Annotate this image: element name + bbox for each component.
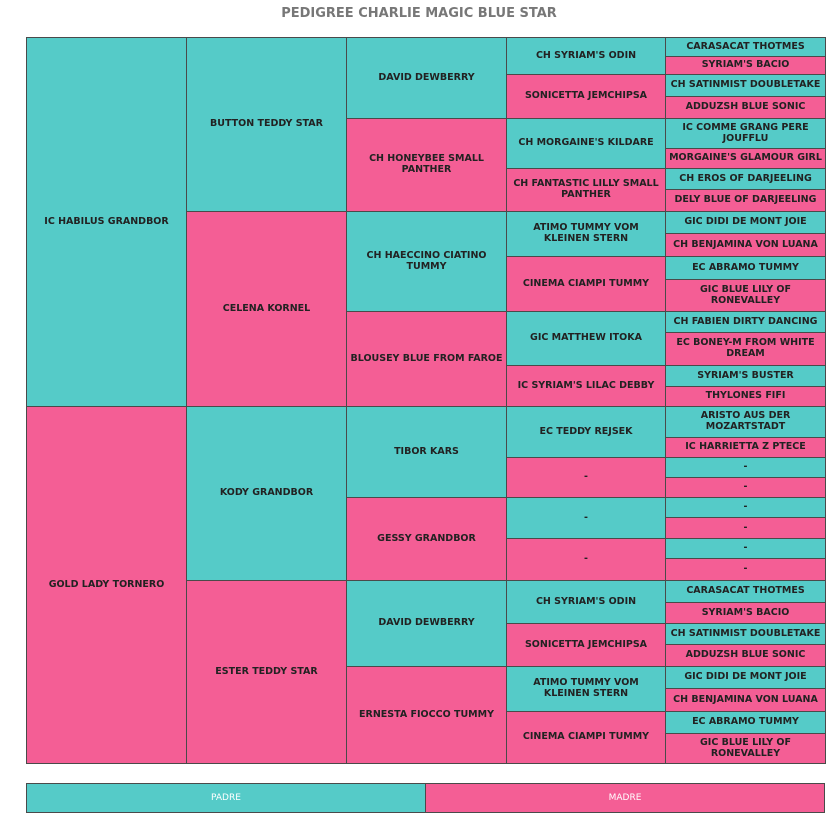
pedigree-cell-gen3-0: DAVID DEWBERRY bbox=[346, 37, 507, 119]
pedigree-cell-gen5-24: CARASACAT THOTMES bbox=[665, 580, 826, 603]
pedigree-cell-gen4-2: CH MORGAINE'S KILDARE bbox=[506, 118, 666, 169]
pedigree-cell-gen4-12: CH SYRIAM'S ODIN bbox=[506, 580, 666, 624]
pedigree-cell-gen4-15: CINEMA CIAMPI TUMMY bbox=[506, 711, 666, 764]
pedigree-cell-gen5-19: - bbox=[665, 477, 826, 498]
pedigree-cell-gen4-3: CH FANTASTIC LILLY SMALL PANTHER bbox=[506, 168, 666, 212]
pedigree-cell-gen4-6: GIC MATTHEW ITOKA bbox=[506, 311, 666, 366]
pedigree-cell-gen5-10: EC ABRAMO TUMMY bbox=[665, 256, 826, 280]
pedigree-cell-gen3-5: GESSY GRANDBOR bbox=[346, 497, 507, 581]
pedigree-cell-gen2-2: KODY GRANDBOR bbox=[186, 406, 347, 581]
pedigree-cell-gen5-12: CH FABIEN DIRTY DANCING bbox=[665, 311, 826, 333]
pedigree-cell-gen2-3: ESTER TEDDY STAR bbox=[186, 580, 347, 764]
pedigree-cell-gen3-3: BLOUSEY BLUE FROM FAROE bbox=[346, 311, 507, 407]
pedigree-cell-gen5-18: - bbox=[665, 457, 826, 478]
pedigree-cell-gen3-7: ERNESTA FIOCCO TUMMY bbox=[346, 666, 507, 764]
pedigree-cell-gen5-0: CARASACAT THOTMES bbox=[665, 37, 826, 57]
pedigree-cell-gen5-2: CH SATINMIST DOUBLETAKE bbox=[665, 74, 826, 97]
pedigree-cell-gen5-6: CH EROS OF DARJEELING bbox=[665, 168, 826, 190]
pedigree-cell-gen4-0: CH SYRIAM'S ODIN bbox=[506, 37, 666, 75]
pedigree-cell-gen5-30: EC ABRAMO TUMMY bbox=[665, 711, 826, 734]
pedigree-cell-gen5-29: CH BENJAMINA VON LUANA bbox=[665, 688, 826, 712]
pedigree-cell-gen4-14: ATIMO TUMMY VOM KLEINEN STERN bbox=[506, 666, 666, 712]
page-title: PEDIGREE CHARLIE MAGIC BLUE STAR bbox=[281, 6, 557, 21]
pedigree-cell-gen4-9: - bbox=[506, 457, 666, 498]
pedigree-cell-gen1-0: IC HABILUS GRANDBOR bbox=[26, 37, 187, 407]
pedigree-cell-gen5-26: CH SATINMIST DOUBLETAKE bbox=[665, 623, 826, 645]
pedigree-cell-gen5-4: IC COMME GRANG PERE JOUFFLU bbox=[665, 118, 826, 149]
pedigree-cell-gen5-27: ADDUZSH BLUE SONIC bbox=[665, 644, 826, 667]
pedigree-cell-gen2-1: CELENA KORNEL bbox=[186, 211, 347, 407]
pedigree-cell-gen5-7: DELY BLUE OF DARJEELING bbox=[665, 189, 826, 212]
pedigree-cell-gen3-6: DAVID DEWBERRY bbox=[346, 580, 507, 667]
pedigree-cell-gen5-28: GIC DIDI DE MONT JOIE bbox=[665, 666, 826, 689]
pedigree-cell-gen5-3: ADDUZSH BLUE SONIC bbox=[665, 96, 826, 119]
pedigree-cell-gen5-31: GIC BLUE LILY OF RONEVALLEY bbox=[665, 733, 826, 764]
pedigree-cell-gen5-14: SYRIAM'S BUSTER bbox=[665, 365, 826, 387]
pedigree-cell-gen5-25: SYRIAM'S BACIO bbox=[665, 602, 826, 624]
pedigree-cell-gen5-1: SYRIAM'S BACIO bbox=[665, 56, 826, 75]
legend-madre: MADRE bbox=[425, 783, 825, 813]
pedigree-cell-gen2-0: BUTTON TEDDY STAR bbox=[186, 37, 347, 212]
pedigree-cell-gen5-16: ARISTO AUS DER MOZARTSTADT bbox=[665, 406, 826, 438]
pedigree-cell-gen5-15: THYLONES FIFI bbox=[665, 386, 826, 407]
pedigree-cell-gen5-21: - bbox=[665, 517, 826, 539]
pedigree-cell-gen5-13: EC BONEY-M FROM WHITE DREAM bbox=[665, 332, 826, 366]
pedigree-cell-gen5-8: GIC DIDI DE MONT JOIE bbox=[665, 211, 826, 234]
legend-padre: PADRE bbox=[26, 783, 426, 813]
pedigree-cell-gen1-1: GOLD LADY TORNERO bbox=[26, 406, 187, 764]
pedigree-cell-gen3-2: CH HAECCINO CIATINO TUMMY bbox=[346, 211, 507, 312]
pedigree-cell-gen4-8: EC TEDDY REJSEK bbox=[506, 406, 666, 458]
pedigree-cell-gen4-1: SONICETTA JEMCHIPSA bbox=[506, 74, 666, 119]
pedigree-cell-gen5-20: - bbox=[665, 497, 826, 518]
pedigree-cell-gen4-4: ATIMO TUMMY VOM KLEINEN STERN bbox=[506, 211, 666, 257]
pedigree-cell-gen4-11: - bbox=[506, 538, 666, 581]
pedigree-cell-gen5-11: GIC BLUE LILY OF RONEVALLEY bbox=[665, 279, 826, 312]
pedigree-cell-gen3-1: CH HONEYBEE SMALL PANTHER bbox=[346, 118, 507, 212]
pedigree-cell-gen4-5: CINEMA CIAMPI TUMMY bbox=[506, 256, 666, 312]
pedigree-cell-gen5-9: CH BENJAMINA VON LUANA bbox=[665, 233, 826, 257]
pedigree-cell-gen3-4: TIBOR KARS bbox=[346, 406, 507, 498]
pedigree-cell-gen5-22: - bbox=[665, 538, 826, 559]
pedigree-cell-gen4-13: SONICETTA JEMCHIPSA bbox=[506, 623, 666, 667]
pedigree-cell-gen4-7: IC SYRIAM'S LILAC DEBBY bbox=[506, 365, 666, 407]
pedigree-cell-gen5-17: IC HARRIETTA Z PTECE bbox=[665, 437, 826, 458]
pedigree-cell-gen5-23: - bbox=[665, 558, 826, 581]
pedigree-cell-gen4-10: - bbox=[506, 497, 666, 539]
pedigree-cell-gen5-5: MORGAINE'S GLAMOUR GIRL bbox=[665, 148, 826, 169]
